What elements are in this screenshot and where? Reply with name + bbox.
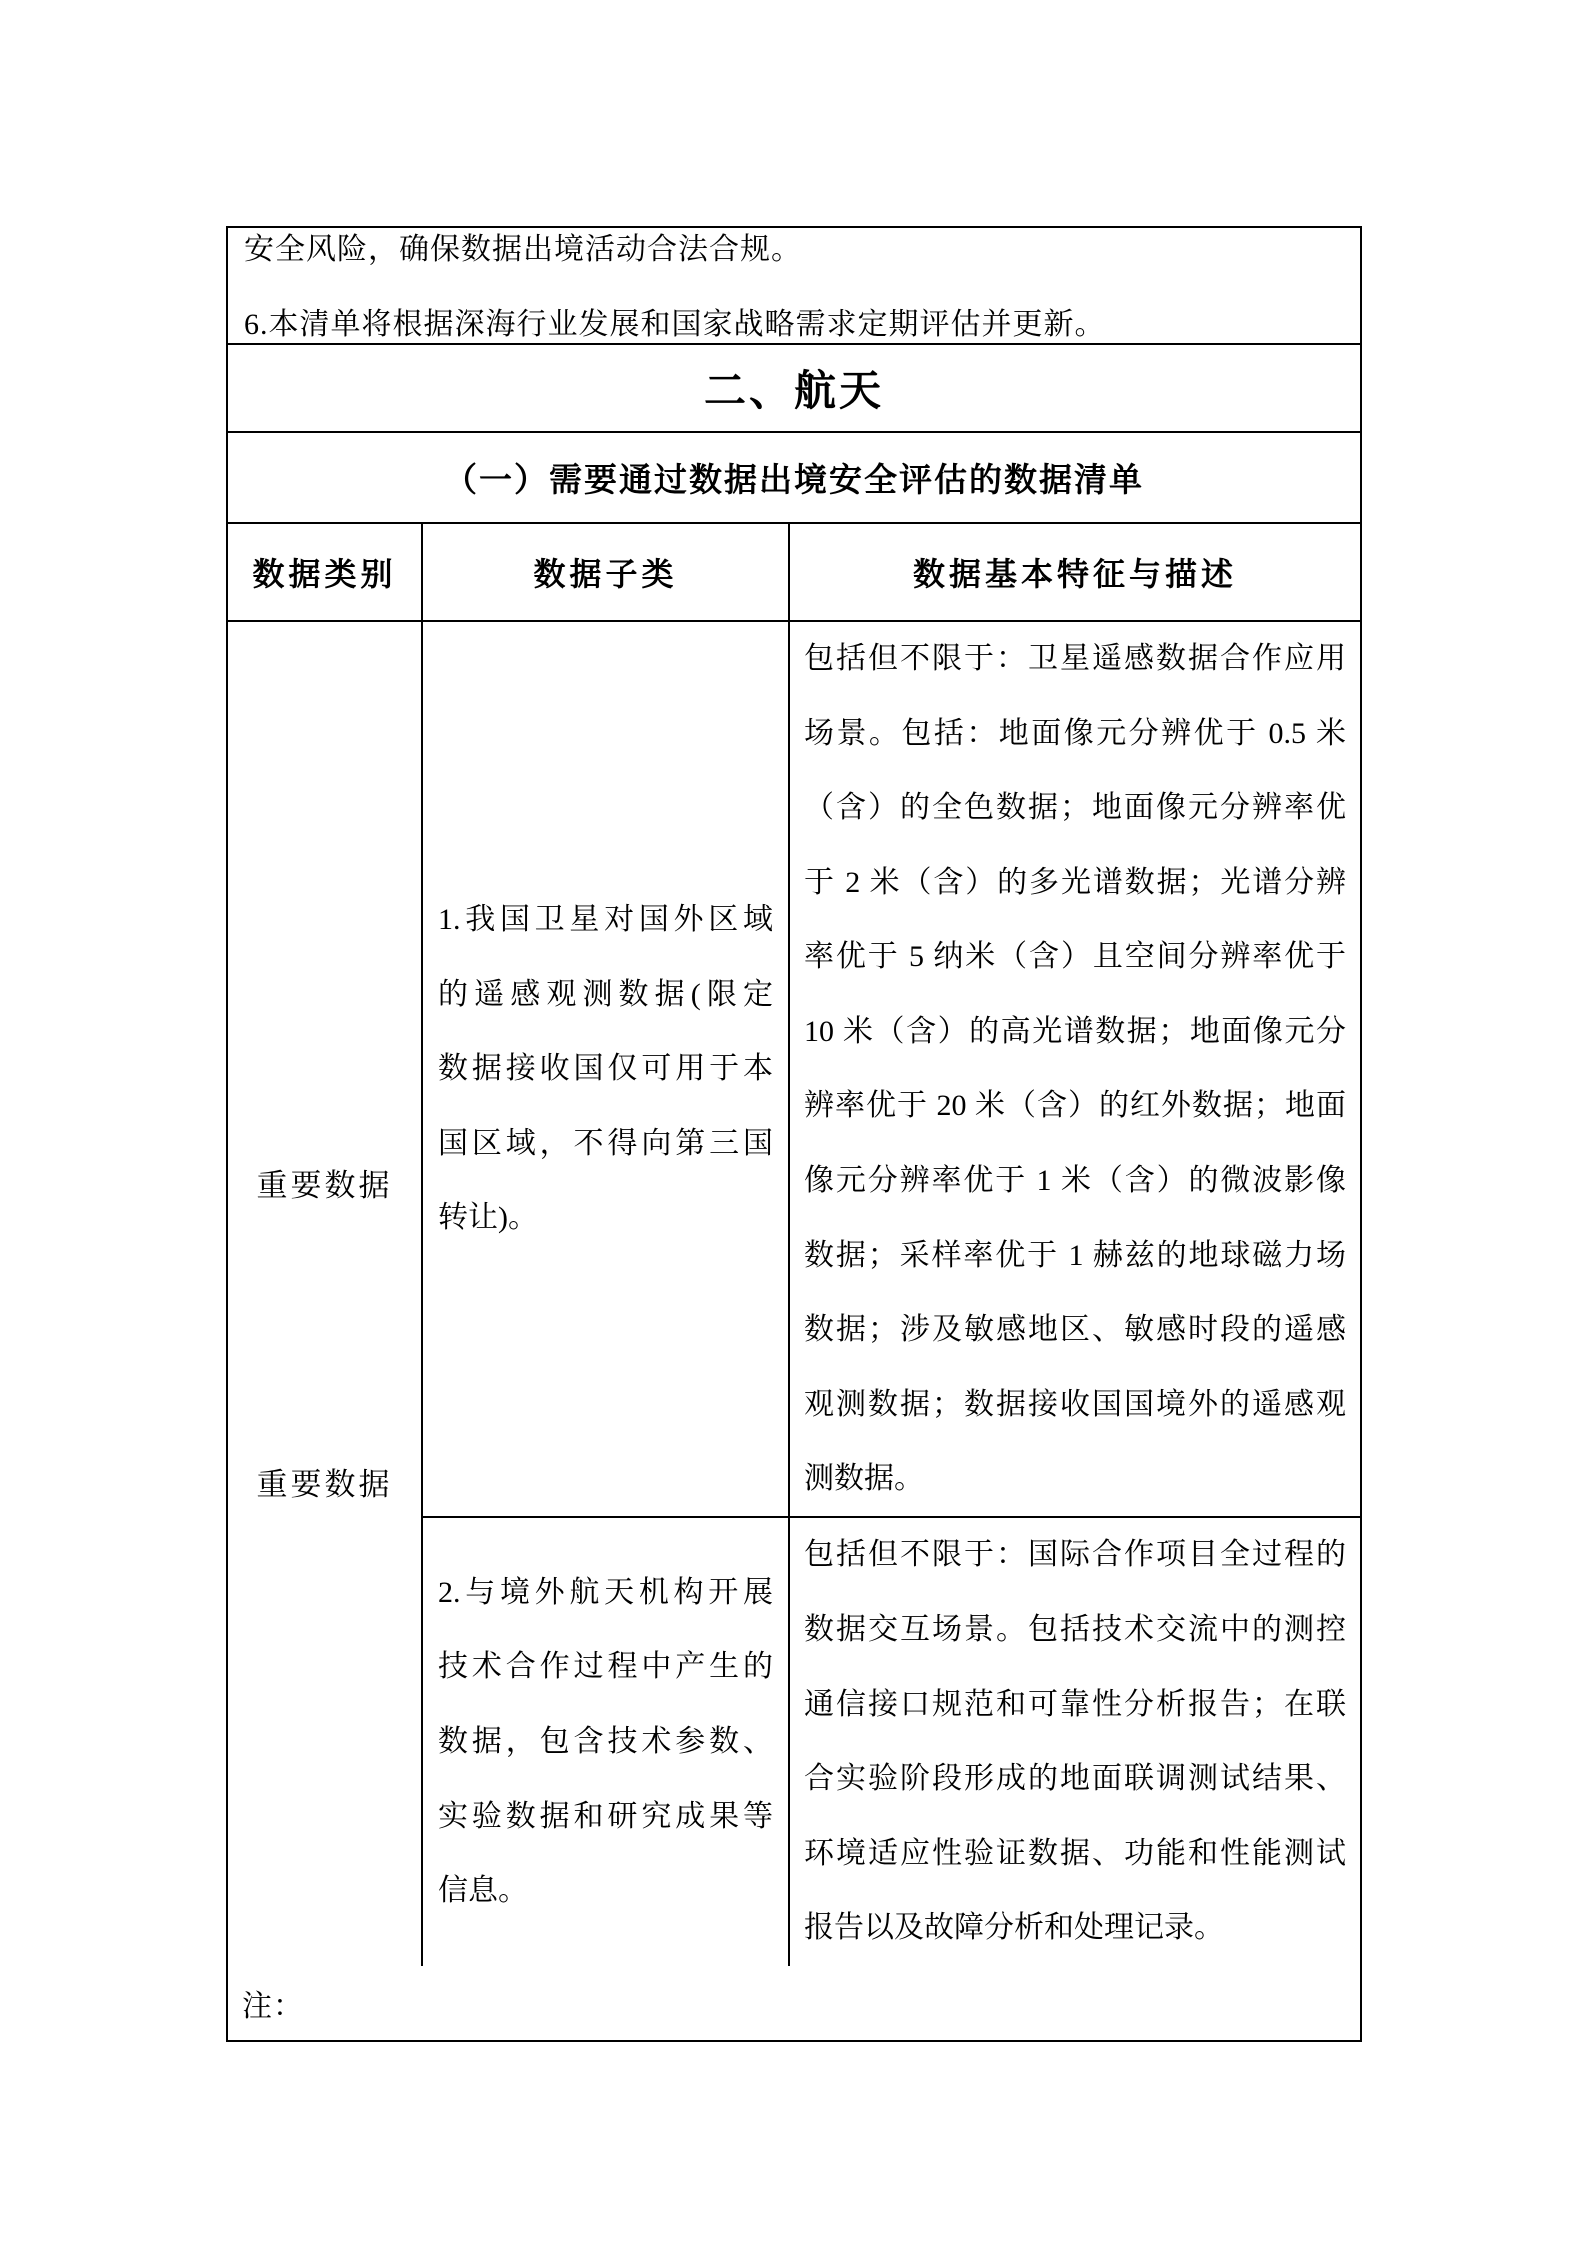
text-line: 环境适应性验证数据、功能和性能测试 bbox=[804, 1836, 1346, 1870]
table-body bbox=[228, 622, 1360, 1966]
text-line: 国区域，不得向第三国 bbox=[438, 1126, 773, 1160]
text-line: 于 2 米（含）的多光谱数据；光谱分辨 bbox=[804, 865, 1346, 899]
text-line: 信息。 bbox=[438, 1874, 528, 1908]
text-line: 包括但不限于：国际合作项目全过程的 bbox=[804, 1538, 1346, 1572]
table-row bbox=[423, 622, 1360, 1518]
section-subtitle-row bbox=[228, 433, 1360, 525]
note-line-1: 安全风险，确保数据出境活动合法合规。 bbox=[244, 233, 802, 266]
header-cell-subcategory: 数据子类 bbox=[423, 524, 790, 620]
text-line: 数据交互场景。包括技术交流中的测控 bbox=[804, 1613, 1346, 1647]
subcategory-cell bbox=[423, 1518, 790, 1966]
text-line: 转让)。 bbox=[438, 1201, 538, 1235]
text-line: 实验数据和研究成果等 bbox=[438, 1799, 773, 1833]
text-line: 技术合作过程中产生的 bbox=[438, 1650, 773, 1684]
text-line: 2.与境外航天机构开展 bbox=[438, 1575, 773, 1609]
text-line: 数据，包含技术参数、 bbox=[438, 1724, 773, 1758]
category-cell bbox=[228, 622, 423, 1966]
footnote-label: 注： bbox=[242, 1990, 304, 2023]
section-subtitle: （一）需要通过数据出境安全评估的数据清单 bbox=[444, 462, 1144, 499]
data-export-table bbox=[226, 226, 1362, 2042]
text-line: 场景。包括：地面像元分辨优于 0.5 米 bbox=[804, 716, 1346, 750]
text-line: 数据；采样率优于 1 赫兹的地球磁力场 bbox=[804, 1238, 1346, 1272]
section-title-row bbox=[228, 345, 1360, 433]
text-line: （含）的全色数据；地面像元分辨率优 bbox=[804, 791, 1346, 825]
text-line: 数据；涉及敏感地区、敏感时段的遥感 bbox=[804, 1313, 1346, 1347]
subcategory-cell bbox=[423, 622, 790, 1516]
text-line: 辨率优于 20 米（含）的红外数据；地面 bbox=[804, 1089, 1346, 1123]
note-line-2: 6.本清单将根据深海行业发展和国家战略需求定期评估并更新。 bbox=[244, 308, 1106, 341]
category-label: 重要数据 bbox=[256, 1168, 393, 1204]
text-line: 报告以及故障分析和处理记录。 bbox=[804, 1911, 1224, 1945]
text-line: 通信接口规范和可靠性分析报告；在联 bbox=[804, 1687, 1346, 1721]
text-line: 1.我国卫星对国外区域 bbox=[438, 902, 773, 936]
description-cell bbox=[790, 1518, 1360, 1966]
category-label: 重要数据 bbox=[256, 1467, 393, 1503]
text-line: 包括但不限于：卫星遥感数据合作应用 bbox=[804, 641, 1346, 675]
text-line: 合实验阶段形成的地面联调测试结果、 bbox=[804, 1762, 1346, 1796]
text-line: 的遥感观测数据(限定 bbox=[438, 977, 773, 1011]
notes-row bbox=[228, 228, 1360, 345]
data-columns bbox=[423, 622, 1360, 1966]
text-line: 观测数据；数据接收国国境外的遥感观 bbox=[804, 1387, 1346, 1421]
text-line: 测数据。 bbox=[804, 1462, 924, 1496]
text-line: 10 米（含）的高光谱数据；地面像元分 bbox=[804, 1014, 1346, 1048]
text-line: 率优于 5 纳米（含）且空间分辨率优于 bbox=[804, 940, 1346, 974]
footnote-row bbox=[228, 1966, 1360, 2040]
table-row bbox=[423, 1518, 1360, 1966]
table-header-row bbox=[228, 524, 1360, 622]
text-line: 像元分辨率优于 1 米（含）的微波影像 bbox=[804, 1164, 1346, 1198]
description-cell bbox=[790, 622, 1360, 1516]
text-line: 数据接收国仅可用于本 bbox=[438, 1052, 773, 1086]
header-cell-category: 数据类别 bbox=[228, 524, 423, 620]
header-cell-description: 数据基本特征与描述 bbox=[912, 556, 1237, 593]
section-title: 二、航天 bbox=[703, 366, 884, 414]
notes-stack bbox=[244, 212, 1344, 362]
